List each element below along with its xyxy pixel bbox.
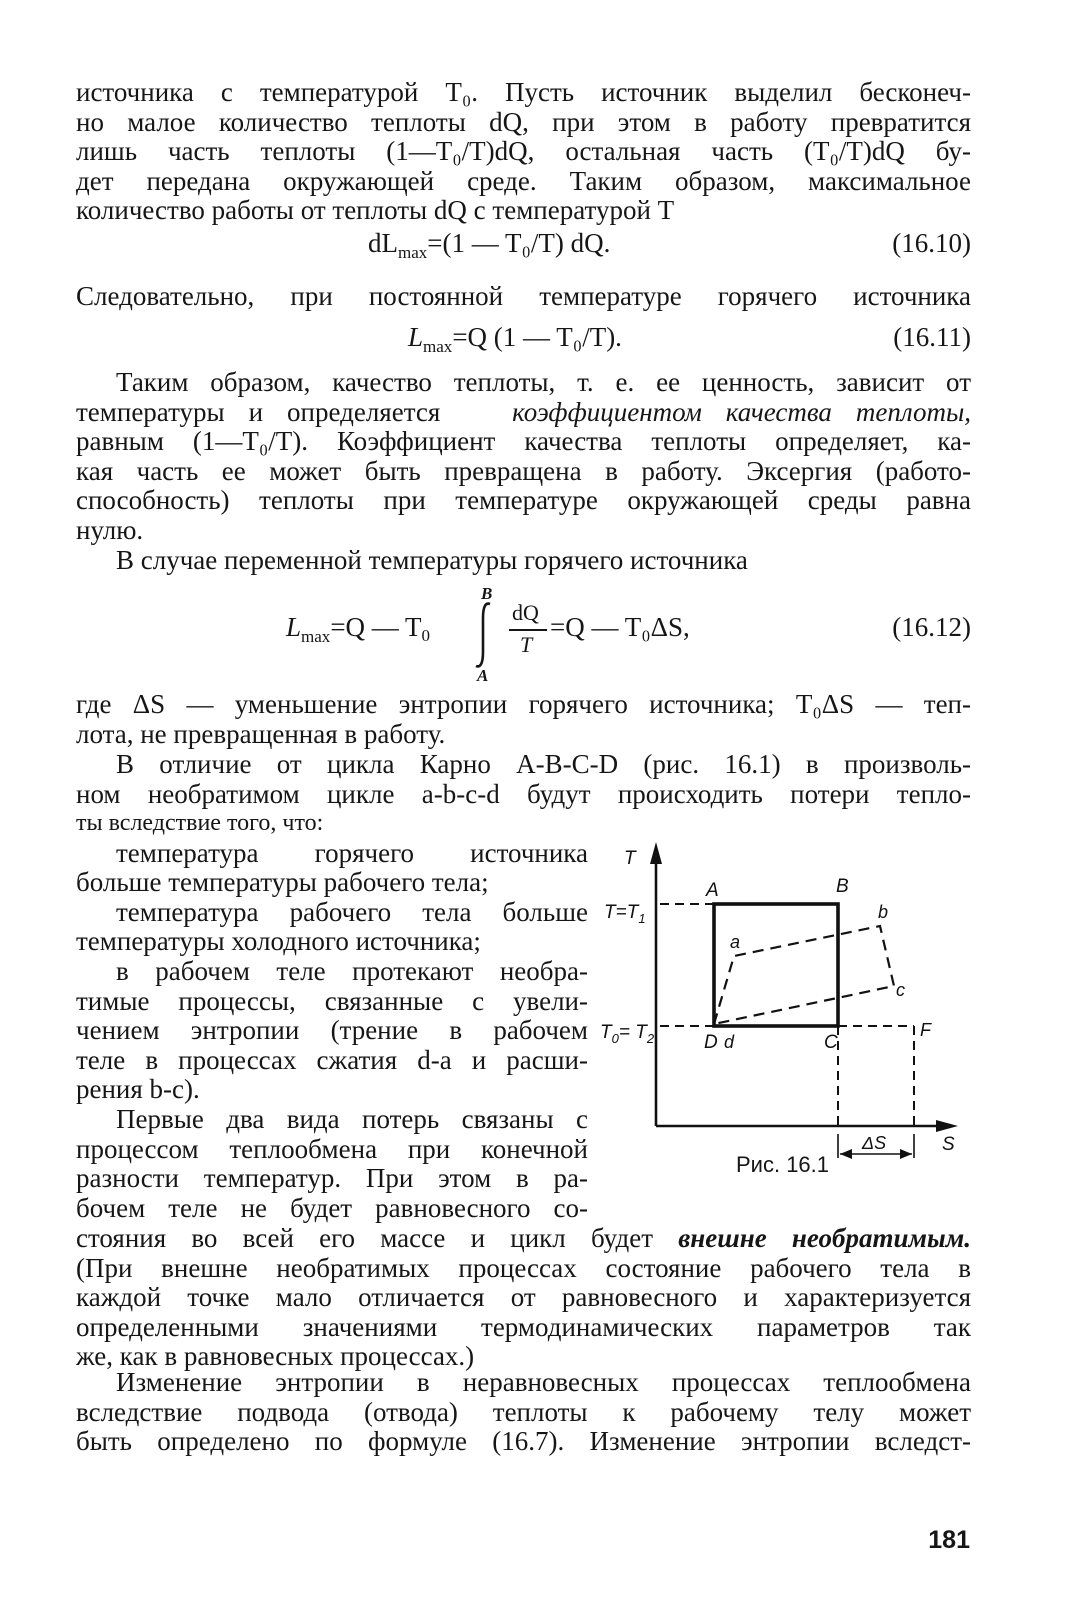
fraction-numerator: dQ <box>512 600 539 625</box>
text-before-eq-16-12 <box>76 546 971 576</box>
point-F-label: F <box>920 1020 931 1040</box>
equation-expression: $dL_{max}=(1$ — T₀/T) dQ. <box>368 228 611 262</box>
text-line: температура горячего источника <box>116 837 588 868</box>
text-line: количество работы от теплоты dQ с температурой T <box>76 195 675 226</box>
text-line: В отличие от цикла Карно A-B-C-D (рис. 16.1) в произволь- <box>116 750 971 779</box>
text-line: равным (1—T₀/T). Коэффициент качества теплоты определяет, ка- <box>76 426 971 457</box>
point-a-label: a <box>730 932 741 952</box>
t-axis-label: T <box>624 848 636 869</box>
text-line: каждой точке мало отличается от равновесного и характеризуется <box>76 1282 971 1313</box>
text-line: же, как в равновесных процессах.) <box>76 1341 475 1372</box>
equation-lhs: $L_{max}=Q$ — T0 <box>286 612 431 646</box>
delta-s-arrow-right-icon <box>900 1149 912 1159</box>
s-axis-arrow-icon <box>936 1120 958 1132</box>
paragraph-2 <box>76 368 971 546</box>
equation-16-12 <box>76 580 971 690</box>
t0-label: $T_0= T_2$ <box>600 1022 655 1046</box>
text-before-eq-16-11 <box>76 282 971 312</box>
text-line: вследствие подвода (отвода) теплоты к рабочему телу может <box>76 1396 971 1427</box>
text-line: источника с температурой T₀. Пусть источник выделил бесконеч- <box>76 78 971 107</box>
s-axis-label: S <box>942 1134 955 1155</box>
italic-term: внешне необратимым. <box>678 1224 971 1253</box>
point-b-label: b <box>878 902 889 922</box>
point-C-label: C <box>824 1032 838 1053</box>
equation-rhs: =Q — T₀ΔS, <box>550 612 690 642</box>
delta-s-label: ΔS <box>862 1133 887 1153</box>
point-D-label: D <box>704 1032 718 1053</box>
integral-lower-limit: A <box>477 666 489 685</box>
point-c-label: c <box>896 980 905 1000</box>
text-line: тимые процессы, связанные с увели- <box>76 985 588 1016</box>
text-line: способность) теплоты при температуре окружающей среды равна <box>76 485 971 516</box>
text-line: кая часть ее может быть превращена в работу. Эксергия (работо- <box>76 455 971 486</box>
irreversible-cycle-path <box>714 926 894 1024</box>
text-line: лишь часть теплоты (1—T₀/T)dQ, остальная часть (T₀/T)dQ бу- <box>76 136 971 167</box>
text-line: разности температур. При этом в ра- <box>76 1163 588 1194</box>
italic-term: коэффициентом качества теплоты, <box>512 396 971 427</box>
carnot-cycle-rectangle <box>714 904 838 1026</box>
equation-number: (16.10) <box>892 228 971 258</box>
equation-number: (16.11) <box>893 322 971 352</box>
text-line: ном необратимом цикле a-b-c-d будут происходить потери тепло- <box>76 778 971 809</box>
text-line: дет передана окружающей среде. Таким образом, максимальное <box>76 165 971 196</box>
fraction-denominator: T <box>520 632 533 657</box>
t1-label: $T=T_1$ <box>604 902 646 926</box>
text-line: лота, не превращенная в работу. <box>76 718 446 749</box>
point-B-label: B <box>836 876 849 897</box>
text-line: процессом теплообмена при конечной <box>76 1133 588 1164</box>
text-line: Таким образом, качество теплоты, т. е. ее ценность, зависит от <box>116 368 971 397</box>
integral-upper-limit: B <box>481 584 493 603</box>
text-line: но малое количество теплоты dQ, при этом в работу превратится <box>76 106 971 137</box>
text-line: теле в процессах сжатия d-a и расши- <box>76 1044 588 1075</box>
text-line: Первые два вида потерь связаны с <box>116 1103 588 1134</box>
text-line: Изменение энтропии в неравновесных процессах теплообмена <box>116 1368 971 1397</box>
text-line: (При внешне необратимых процессах состояние рабочего тела в <box>76 1252 971 1283</box>
text-line: ты вследствие того, что: <box>76 810 324 836</box>
page-number: 181 <box>928 1526 970 1554</box>
paragraph-6 <box>76 1368 971 1457</box>
point-A-label: A <box>706 880 719 901</box>
text-line: нулю. <box>76 514 144 545</box>
text-line: чением энтропии (трение в рабочем <box>76 1015 588 1046</box>
paragraph-5 <box>76 1224 971 1372</box>
text-line: определенными значениями термодинамических параметров так <box>76 1311 971 1342</box>
equation-16-11 <box>76 322 971 356</box>
fraction-bar <box>509 629 547 631</box>
text-line: больше температуры рабочего тела; <box>76 867 489 898</box>
delta-s-arrow-left-icon <box>840 1149 852 1159</box>
text-line: температура рабочего тела больше <box>116 896 588 927</box>
text-line: стояния во всей его массе и цикл будет внешне необратимым. <box>76 1224 971 1253</box>
paragraph-1 <box>76 78 971 226</box>
text-line: быть определено по формуле (16.7). Изменение энтропии вследст- <box>76 1426 971 1457</box>
text-line: в рабочем теле протекают необра- <box>116 955 588 986</box>
text-line: рения b-c). <box>76 1074 200 1105</box>
text-line: В случае переменной температуры горячего источника <box>116 546 748 575</box>
equation-16-10 <box>76 228 971 262</box>
text-line: Следовательно, при постоянной температуре горячего источника <box>76 282 971 311</box>
text-line: где ΔS — уменьшение энтропии горячего источника; T₀ΔS — теп- <box>76 690 971 719</box>
point-d-label: d <box>724 1032 735 1052</box>
equation-expression: $L_{max}=Q$ (1 — T₀/T). <box>408 322 622 356</box>
paragraph-3 <box>76 690 971 749</box>
equation-number: (16.12) <box>892 612 971 642</box>
side-text <box>76 809 588 1223</box>
text-line: температуры и определяется коэффициентом качества теплоты, <box>76 396 971 427</box>
figure-16-1-ts-diagram <box>596 818 986 1188</box>
t-axis-arrow-icon <box>650 842 662 864</box>
figure-caption: Рис. 16.1 <box>736 1152 830 1177</box>
text-line: температуры холодного источника; <box>76 926 481 957</box>
integral-sign-icon <box>472 600 496 670</box>
text-line: бочем теле не будет равновесного со- <box>76 1192 588 1223</box>
paragraph-4 <box>76 750 971 809</box>
